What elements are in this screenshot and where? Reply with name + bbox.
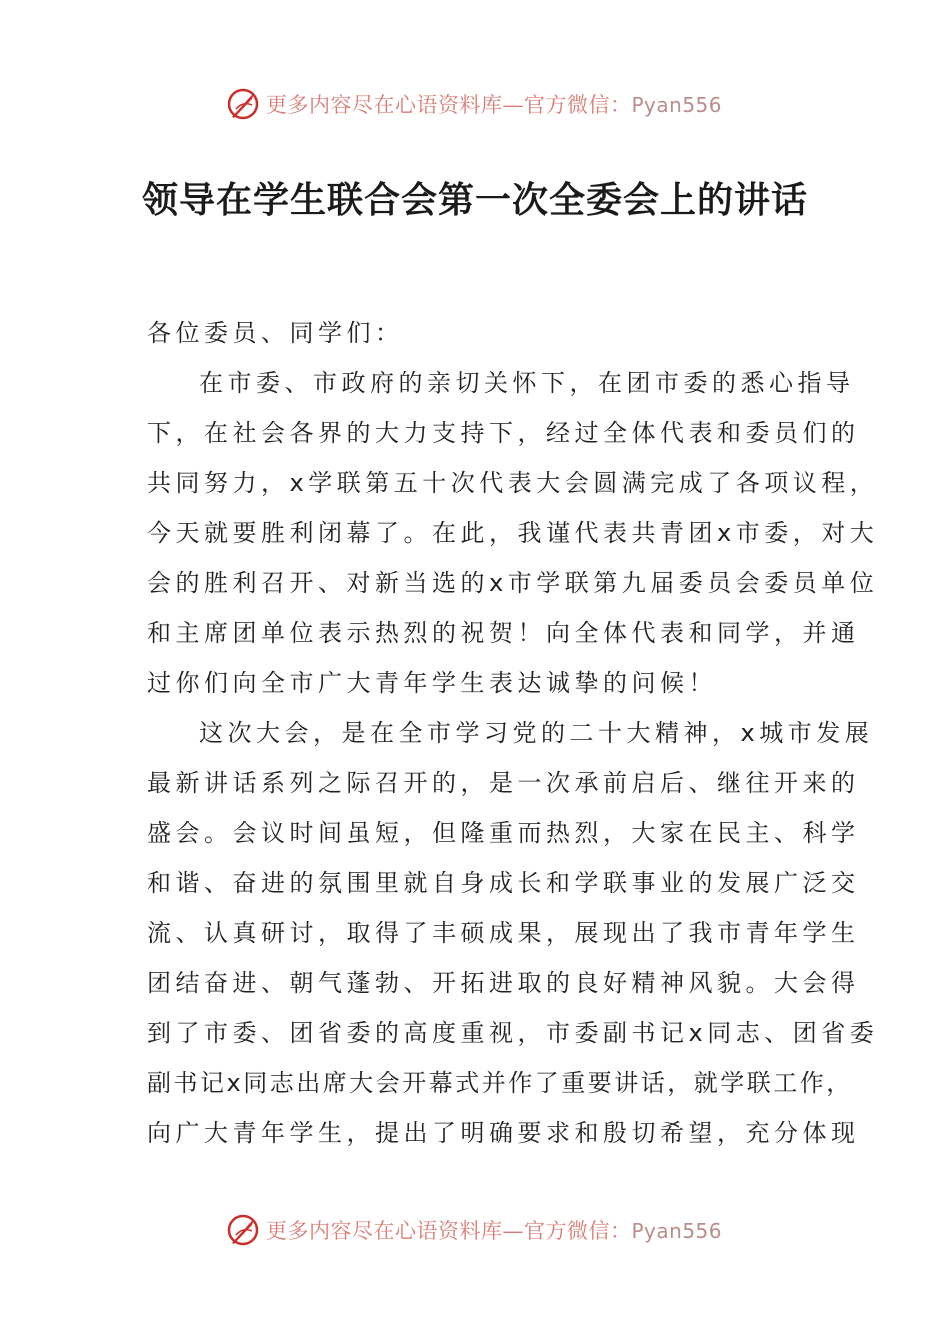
paragraph-line: 会的胜利召开、对新当选的x市学联第九届委员会委员单位 [147, 569, 879, 597]
document-body [147, 308, 879, 1158]
footer-wechat-id: Pyan556 [631, 1219, 723, 1243]
paragraph-line: 和主席团单位表示热烈的祝贺！向全体代表和同学，并通 [147, 619, 860, 647]
paragraph-line: 最新讲话系列之际召开的，是一次承前启后、继往开来的 [147, 769, 860, 797]
paragraph-line: 和谐、奋进的氛围里就自身成长和学联事业的发展广泛交 [147, 869, 860, 897]
paragraph-line: 盛会。会议时间虽短，但隆重而热烈，大家在民主、科学 [147, 819, 860, 847]
header-wechat-id: Pyan556 [631, 93, 723, 117]
paragraph-line: 下，在社会各界的大力支持下，经过全体代表和委员们的 [147, 419, 860, 447]
pen-circle-logo-icon [226, 87, 260, 121]
paragraph-line: 向广大青年学生，提出了明确要求和殷切希望，充分体现 [147, 1119, 860, 1147]
footer-banner-text: 更多内容尽在心语资料库—官方微信：Pyan556 [266, 1219, 723, 1243]
paragraph-line: 今天就要胜利闭幕了。在此，我谨代表共青团x市委，对大 [147, 519, 879, 547]
paragraph-line: 团结奋进、朝气蓬勃、开拓进取的良好精神风貌。大会得 [147, 969, 860, 997]
paragraph-line: 过你们向全市广大青年学生表达诚挚的问候！ [147, 669, 717, 697]
paragraph-line: 共同努力，x学联第五十次代表大会圆满完成了各项议程， [147, 469, 879, 497]
pen-circle-logo-icon [226, 1213, 260, 1247]
paragraph-2 [147, 708, 879, 1158]
paragraph-line: 副书记x同志出席大会开幕式并作了重要讲话，就学联工作， [147, 1069, 853, 1097]
paragraph-1 [147, 358, 879, 708]
footer-banner [226, 1208, 746, 1252]
header-banner [226, 82, 746, 126]
paragraph-line: 这次大会，是在全市学习党的二十大精神，x城市发展 [199, 719, 874, 747]
paragraph-line: 到了市委、团省委的高度重视，市委副书记x同志、团省委 [147, 1019, 879, 1047]
document-title: 领导在学生联合会第一次全委会上的讲话 [141, 180, 808, 221]
paragraph-line: 流、认真研讨，取得了丰硕成果，展现出了我市青年学生 [147, 919, 860, 947]
salutation: 各位委员、同学们： [147, 319, 404, 347]
header-banner-text: 更多内容尽在心语资料库—官方微信：Pyan556 [266, 93, 723, 117]
paragraph-line: 在市委、市政府的亲切关怀下，在团市委的悉心指导 [199, 369, 855, 397]
